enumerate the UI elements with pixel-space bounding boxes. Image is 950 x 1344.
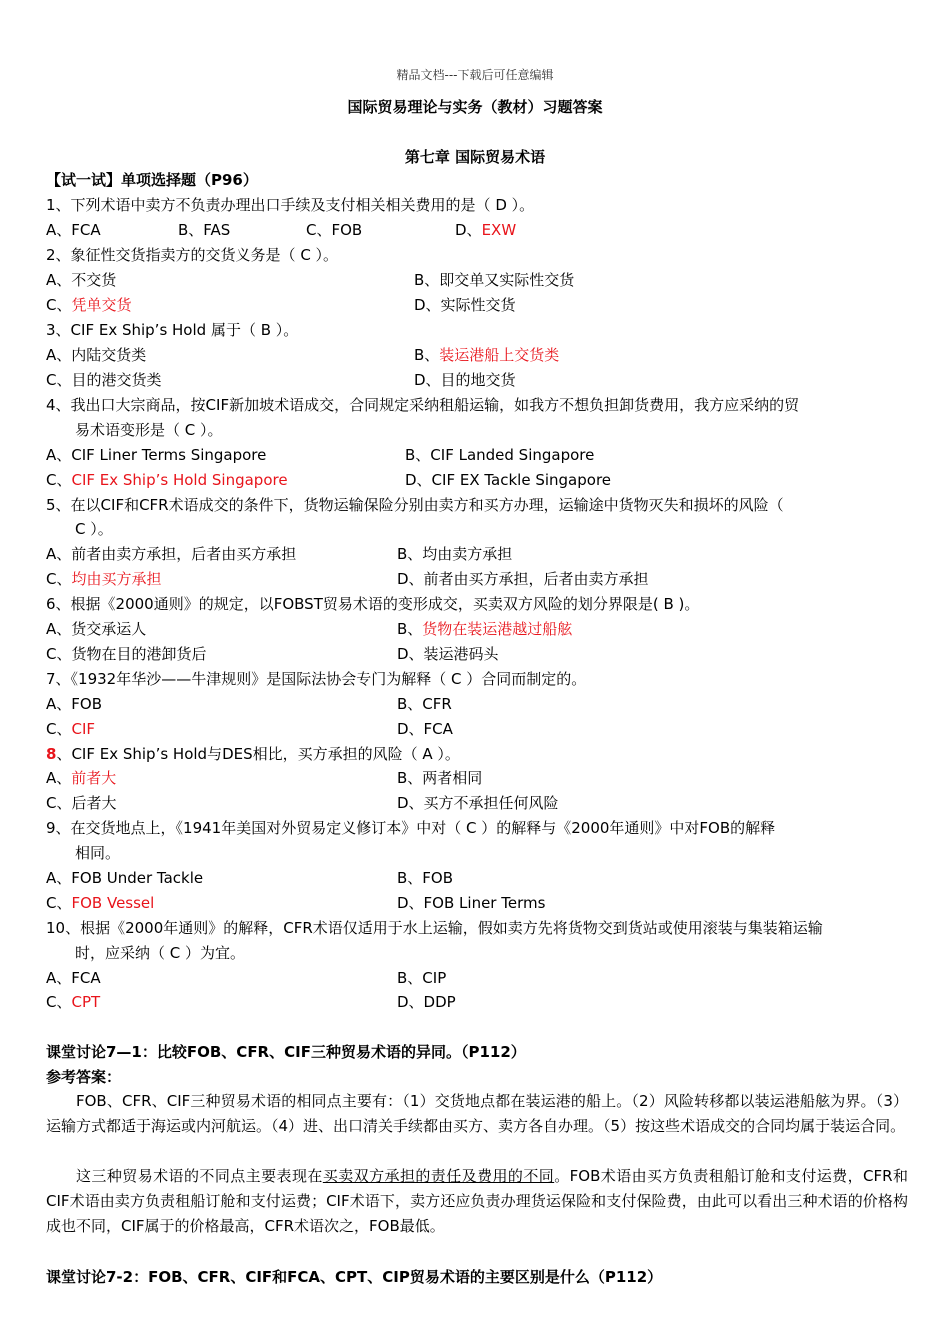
q2-option-b: B、即交单又实际性交货 [414, 271, 575, 289]
discussion-1-title: 课堂讨论7—1：比较FOB、CFR、CIF三种贸易术语的异同。（P112） [46, 1043, 526, 1061]
q9-option-b: B、FOB [397, 869, 454, 887]
section-title: 【试一试】单项选择题（P96） [46, 171, 258, 189]
question-5-stem: 5、在以CIF和CFR术语成交的条件下，货物运输保险分别由卖方和买方办理，运输途中货物灭失和损坏的风险（ [46, 496, 784, 514]
q9-option-c: C、FOB Vessel [46, 894, 155, 912]
q7-option-a: A、FOB [46, 695, 102, 713]
q4-option-a: A、CIF Liner Terms Singapore [46, 446, 267, 464]
q10-option-b: B、CIP [397, 969, 447, 987]
q1-answer: EXW [481, 221, 517, 239]
q6-option-c: C、货物在目的港卸货后 [46, 645, 207, 663]
q3-answer: 装运港船上交货类 [439, 346, 560, 364]
q2-option-a: A、不交货 [46, 271, 117, 289]
question-10-stem: 10、根据《2000年通则》的解释，CFR术语仅适用于水上运输，假如卖方先将货物交到货站或使用滚装与集装箱运输 [46, 919, 823, 937]
q5-option-a: A、前者由卖方承担，后者由买方承担 [46, 545, 297, 563]
question-5-stem-cont: C ）。 [75, 520, 113, 538]
question-10-stem-cont: 时，应采纳（ C ）为宜。 [75, 944, 246, 962]
q1-option-c: C、FOB [306, 221, 363, 239]
q9-answer: FOB Vessel [71, 894, 155, 912]
question-1-stem: 1、下列术语中卖方不负责办理出口手续及支付相关相关费用的是（ D ）。 [46, 196, 535, 214]
q1-option-b: B、FAS [178, 221, 231, 239]
question-4-stem-cont: 易术语变形是（ C ）。 [75, 421, 223, 439]
chapter-title: 第七章 国际贸易术语 [404, 148, 546, 166]
q8-answer: 前者大 [71, 769, 117, 787]
q10-option-a: A、FCA [46, 969, 101, 987]
question-2-stem: 2、象征性交货指卖方的交货义务是（ C ）。 [46, 246, 339, 264]
q2-option-d: D、实际性交货 [414, 296, 516, 314]
page-header: 精品文档---下载后可任意编辑 [396, 68, 554, 82]
q8-option-b: B、两者相同 [397, 769, 483, 787]
q7-option-c: C、CIF [46, 720, 96, 738]
question-4-stem: 4、我出口大宗商品，按CIF新加坡术语成交，合同规定采纳租船运输，如我方不想负担卸货费用，我方应采纳的贸 [46, 396, 800, 414]
q1-option-a: A、FCA [46, 221, 101, 239]
q6-option-d: D、装运港码头 [397, 645, 499, 663]
q1-option-d: D、EXW [455, 221, 517, 239]
question-7-stem: 7、《1932年华沙——牛津规则》是国际法协会专门为解释（ C ）合同而制定的。 [46, 670, 587, 688]
q3-option-a: A、内陆交货类 [46, 346, 147, 364]
q4-option-d: D、CIF EX Tackle Singapore [405, 471, 612, 489]
q8-option-a: A、前者大 [46, 769, 117, 787]
answer-label: 参考答案： [46, 1068, 122, 1086]
q7-option-b: B、CFR [397, 695, 452, 713]
q7-answer: CIF [71, 720, 96, 738]
question-3-stem: 3、CIF Ex Ship’s Hold 属于（ B ）。 [46, 321, 299, 339]
q5-answer: 均由买方承担 [71, 570, 162, 588]
document-title: 国际贸易理论与实务（教材）习题答案 [347, 98, 603, 116]
q4-option-c: C、CIF Ex Ship’s Hold Singapore [46, 471, 288, 489]
q3-option-c: C、目的港交货类 [46, 371, 162, 389]
question-9-stem: 9、在交货地点上，《1941年美国对外贸易定义修订本》中对（ C ）的解释与《2000年通则》中对FOB的解释 [46, 819, 776, 837]
q9-option-a: A、FOB Under Tackle [46, 869, 204, 887]
q4-option-b: B、CIF Landed Singapore [405, 446, 595, 464]
q6-option-a: A、货交承运人 [46, 620, 147, 638]
q6-answer: 货物在装运港越过船舷 [422, 620, 573, 638]
question-9-stem-cont: 相同。 [75, 844, 121, 862]
q5-option-d: D、前者由买方承担，后者由卖方承担 [397, 570, 649, 588]
q9-option-d: D、FOB Liner Terms [397, 894, 546, 912]
q5-option-c: C、均由买方承担 [46, 570, 162, 588]
q6-option-b: B、货物在装运港越过船舷 [397, 620, 573, 638]
q10-answer: CPT [71, 993, 101, 1011]
q8-option-c: C、后者大 [46, 794, 117, 812]
q8-option-d: D、买方不承担任何风险 [397, 794, 559, 812]
q7-option-d: D、FCA [397, 720, 453, 738]
underlined-phrase: 买卖双方承担的责任及费用的不同 [322, 1167, 555, 1185]
q3-option-d: D、目的地交货 [414, 371, 516, 389]
discussion-1-para-2: 这三种贸易术语的不同点主要表现在买卖双方承担的责任及费用的不同。FOB术语由买方负责租船订舱和支付运费，CFR和CIF术语由卖方负责租船订舱和支付运费；CIF术语下，卖方还应负责办理货运保险和支付保险费，由此可以看出三种术语的价格构成也不同，CIF属于的价格最高，CFR术语次之，FOB最低。 [46, 1167, 908, 1235]
q4-answer: CIF Ex Ship’s Hold Singapore [71, 471, 288, 489]
q5-option-b: B、均由卖方承担 [397, 545, 513, 563]
q2-answer: 凭单交货 [71, 296, 132, 314]
question-8-stem: 8、CIF Ex Ship’s Hold与DES相比，买方承担的风险（ A ）。 [46, 745, 460, 763]
q10-option-c: C、CPT [46, 993, 101, 1011]
discussion-1-para-1: FOB、CFR、CIF三种贸易术语的相同点主要有：（1）交货地点都在装运港的船上。（2）风险转移都以装运港船舷为界。（3）运输方式都适于海运或内河航运。（4）进、出口清关手续都由买方、卖方各自办理。（5）按这些术语成交的合同均属于装运合同。 [46, 1092, 908, 1135]
q2-option-c: C、凭单交货 [46, 296, 132, 314]
q3-option-b: B、装运港船上交货类 [414, 346, 560, 364]
question-6-stem: 6、根据《2000通则》的规定，以FOBST贸易术语的变形成交，买卖双方风险的划分界限是( B )。 [46, 595, 700, 613]
q10-option-d: D、DDP [397, 993, 456, 1011]
q8-number: 8 [46, 745, 57, 763]
discussion-2-title: 课堂讨论7-2：FOB、CFR、CIF和FCA、CPT、CIP贸易术语的主要区别是什么（P112） [46, 1268, 663, 1286]
